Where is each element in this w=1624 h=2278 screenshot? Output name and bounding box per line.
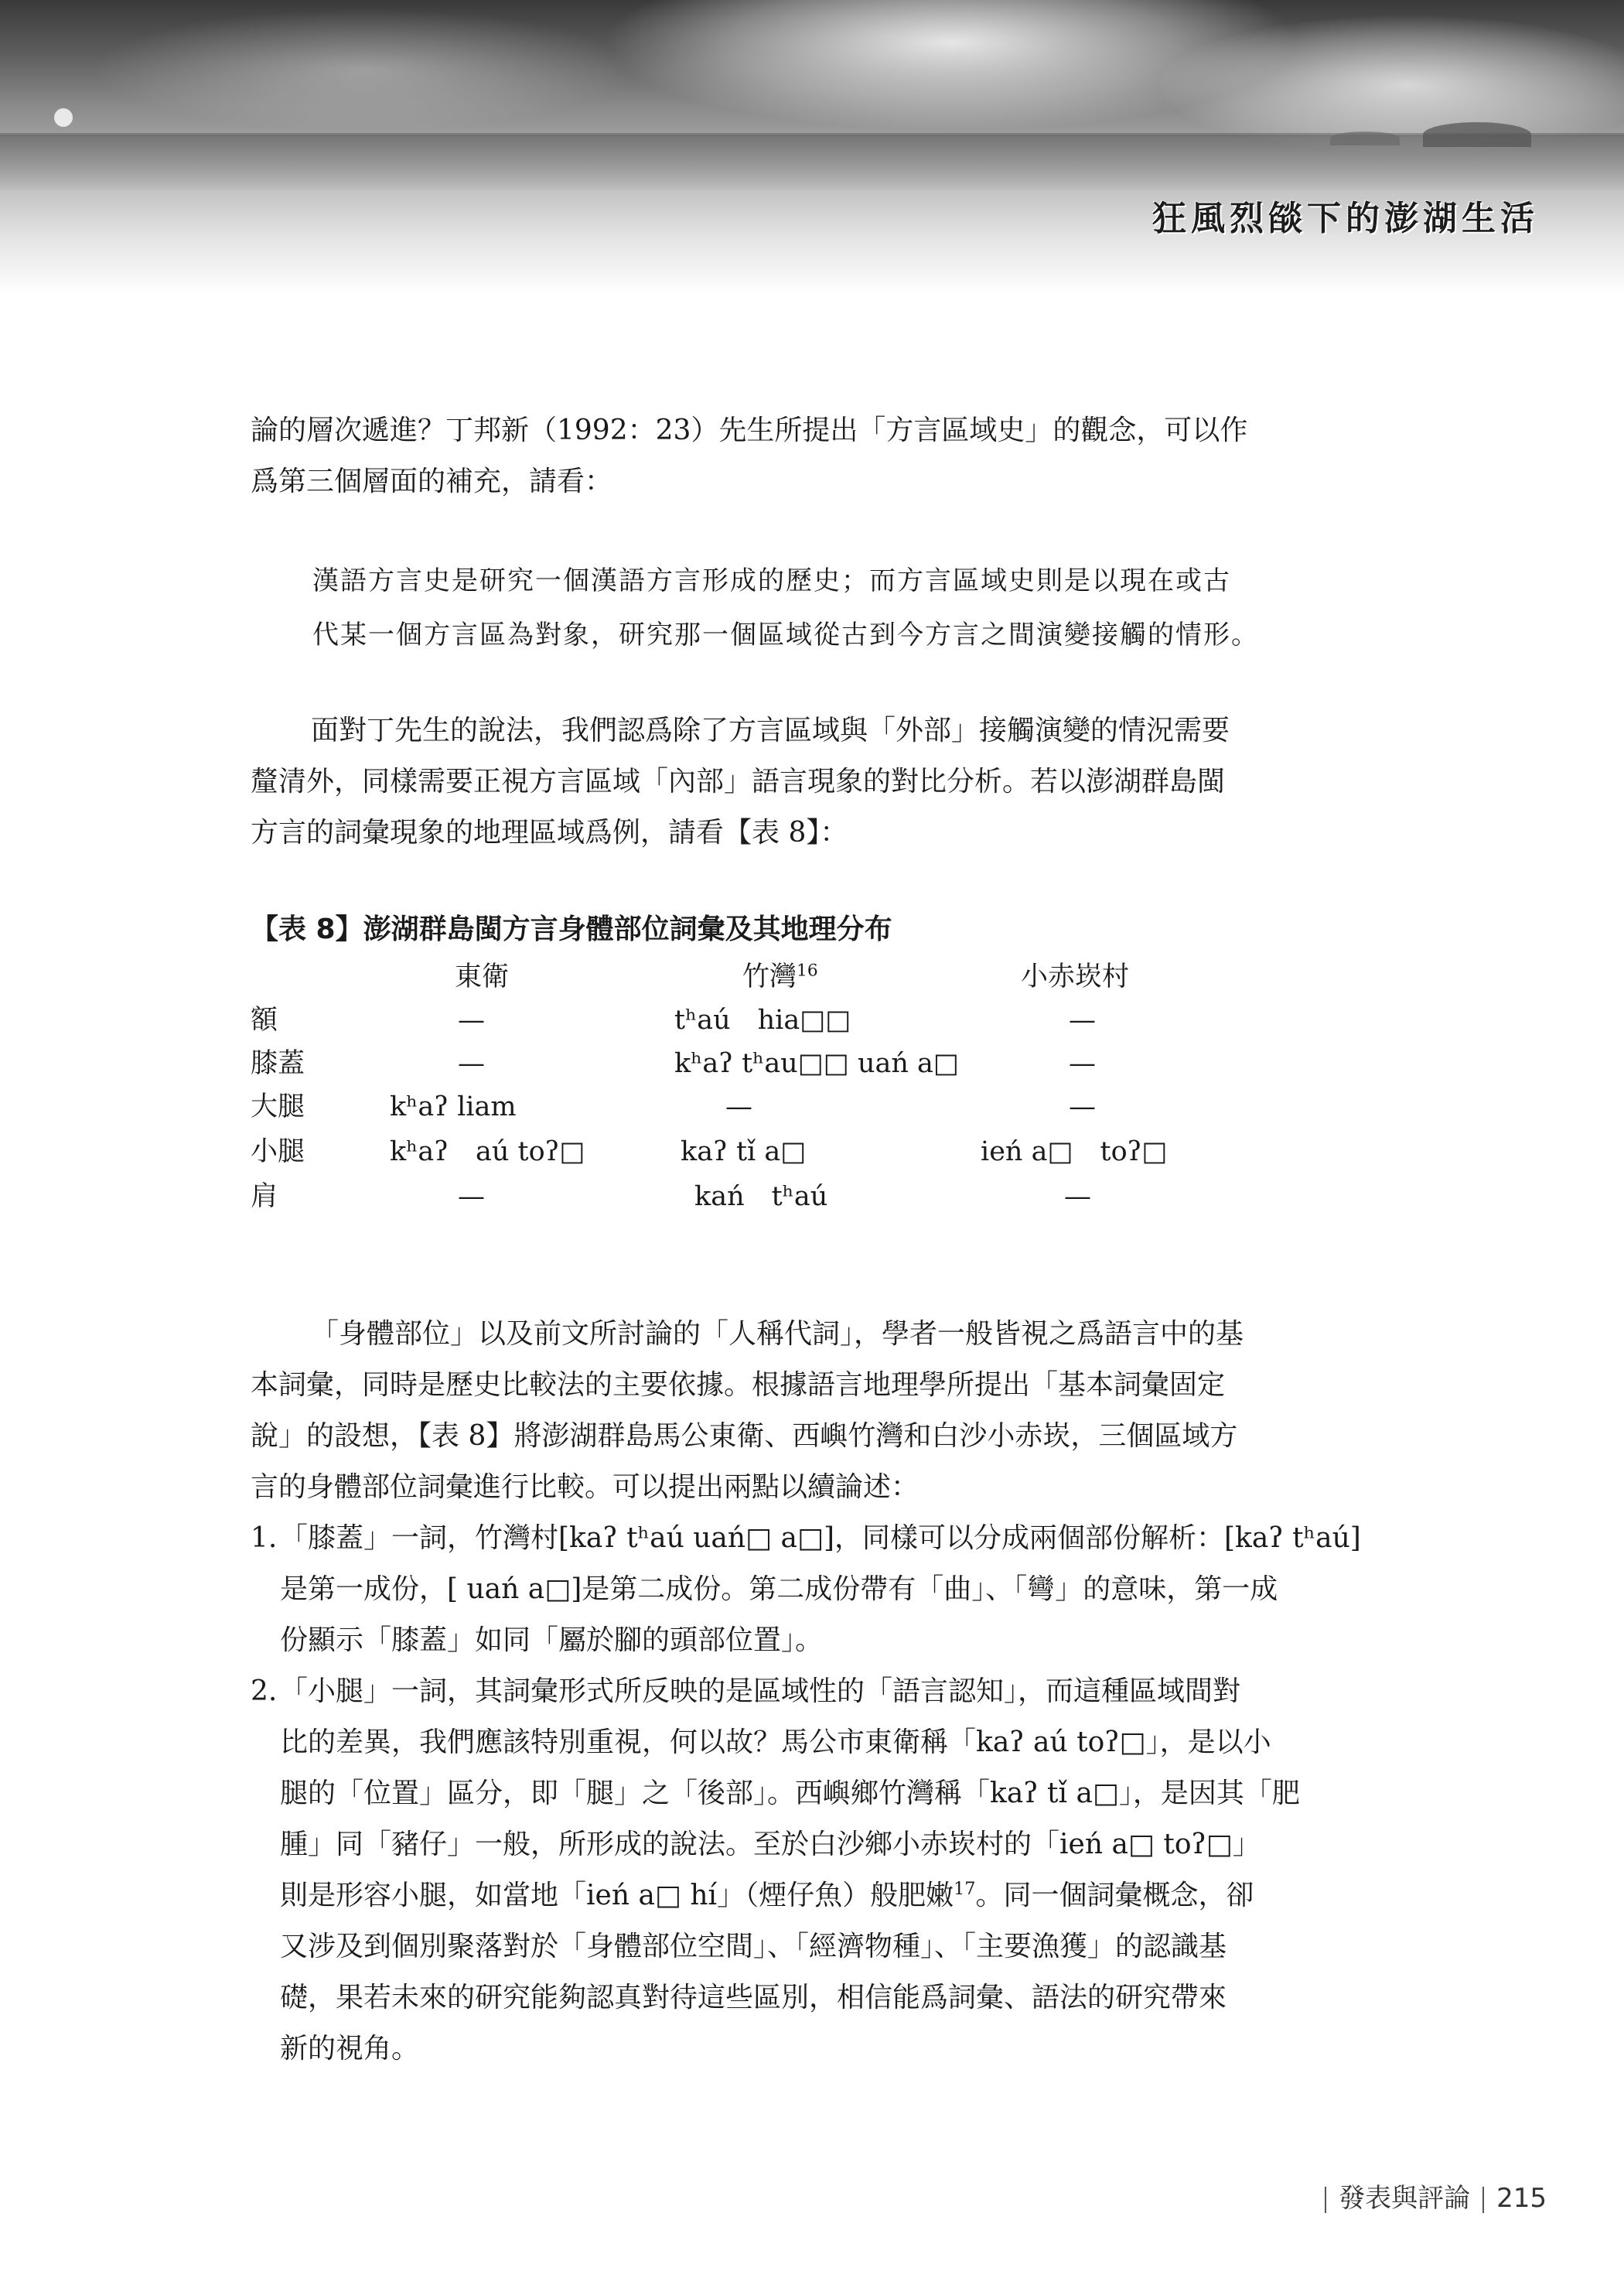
- table-cell: —: [725, 1091, 752, 1122]
- page-number: 215: [1496, 2183, 1547, 2214]
- table-cell: tʰaú hia□□: [674, 1005, 851, 1036]
- table-cell: —: [458, 1005, 485, 1036]
- row-term: 肩: [251, 1181, 278, 1212]
- intro-paragraph: [251, 405, 1377, 507]
- text-line: 釐清外，同樣需要正視方言區域「內部」語言現象的對比分析。若以澎湖群島閩: [251, 766, 1226, 797]
- table-cell: kań tʰaú: [694, 1181, 828, 1212]
- table-cell: —: [1064, 1181, 1091, 1212]
- text-line: 爲第三個層面的補充，請看：: [251, 466, 613, 497]
- running-header-title: 狂風烈燄下的澎湖生活: [1152, 199, 1539, 238]
- page-footer: [1191, 2177, 1547, 2215]
- block-quote: [312, 554, 1377, 662]
- island-shape: [1423, 122, 1531, 147]
- table-cell: —: [458, 1181, 485, 1212]
- table-caption: 【表 8】澎湖群島閩方言身體部位詞彙及其地理分布: [251, 914, 892, 945]
- column-header-zhuwan: 竹灣$^{16}$: [742, 961, 818, 992]
- text-line: 漢語方言史是研究一個漢語方言形成的歷史；而方言區域史則是以現在或古: [312, 565, 1231, 596]
- body-paragraph: [251, 1309, 1377, 1513]
- column-header-xiaochikan: 小赤崁村: [1021, 961, 1130, 992]
- column-header-dongwei: 東衛: [455, 961, 510, 992]
- row-term: 小腿: [251, 1136, 305, 1167]
- list-item: [251, 1513, 1377, 1666]
- text-line: 新的視角。: [280, 2033, 420, 2065]
- table-cell: —: [458, 1048, 485, 1079]
- text-line: 方言的詞彙現象的地理區域爲例，請看【表 8】：: [251, 817, 848, 849]
- divider: [1325, 2187, 1326, 2213]
- list-item: [251, 1666, 1377, 2075]
- text-line: 「小腿」一詞，其詞彙形式所反映的是區域性的「語言認知」，而這種區域間對: [280, 1675, 1241, 1707]
- cloud-shape: [93, 8, 634, 131]
- footnote-ref: 16: [797, 961, 818, 981]
- row-term: 大腿: [251, 1091, 305, 1122]
- table-cell: —: [1069, 1005, 1096, 1036]
- text-line: 面對丁先生的說法，我們認爲除了方言區域與「外部」接觸演變的情況需要: [311, 715, 1230, 746]
- text-line: 腫」同「豬仔」一般，所形成的說法。至於白沙鄉小赤崁村的「ień a□ toʔ□」: [280, 1829, 1261, 1860]
- text-line: 則是形容小腿，如當地「ień a□ hí」（煙仔魚）般肥嫩$^{17}$。同一個詞彙概念，卻: [280, 1879, 1254, 1911]
- text-line: 是第一成份，[ uań a□]是第二成份。第二成份帶有「曲」、「彎」的意味，第一成: [280, 1573, 1278, 1605]
- text-line: 言的身體部位詞彙進行比較。可以提出兩點以續論述：: [251, 1471, 919, 1503]
- table-cell: kʰaʔ aú toʔ□: [390, 1136, 585, 1167]
- text-line: 礎，果若未來的研究能夠認真對待這些區別，相信能爲詞彙、語法的研究帶來: [280, 1982, 1227, 2013]
- text-line: 代某一個方言區為對象，研究那一個區域從古到今方言之間演變接觸的情形。: [312, 620, 1259, 651]
- row-term: 額: [251, 1005, 278, 1036]
- body-paragraph: [251, 705, 1377, 859]
- island-shape: [1330, 131, 1400, 145]
- text-line: 論的層次遞進？丁邦新（1992：23）先生所提出「方言區域史」的觀念，可以作: [251, 415, 1248, 446]
- text-line: 本詞彙，同時是歷史比較法的主要依據。根據語言地理學所提出「基本詞彙固定: [251, 1369, 1226, 1401]
- divider: [1482, 2187, 1484, 2213]
- text-line: 「膝蓋」一詞，竹灣村[kaʔ tʰaú uań□ a□]，同樣可以分成兩個部份解析：[kaʔ tʰaú]: [280, 1522, 1361, 1554]
- footer-section-title: 發表與評論: [1339, 2183, 1471, 2214]
- header-banner-photo: [0, 0, 1624, 294]
- footnote-ref: 17: [954, 1879, 976, 1899]
- text-line: 說」的設想，【表 8】將澎湖群島馬公東衛、西嶼竹灣和白沙小赤崁，三個區域方: [251, 1420, 1238, 1452]
- text-line: 又涉及到個別聚落對於「身體部位空間」、「經濟物種」、「主要漁獲」的認識基: [280, 1931, 1227, 1962]
- table-cell: —: [1069, 1048, 1096, 1079]
- sun-glint: [54, 108, 73, 127]
- text-line: 腿的「位置」區分，即「腿」之「後部」。西嶼鄉竹灣稱「kaʔ tǐ a□」，是因其「肥: [280, 1778, 1300, 1809]
- vocabulary-table: [251, 958, 1225, 1252]
- text-line: 比的差異，我們應該特別重視，何以故？馬公市東衛稱「kaʔ aú toʔ□」，是以小: [280, 1726, 1271, 1758]
- table-cell: kʰaʔ tʰau□□ uań a□: [674, 1048, 959, 1079]
- table-cell: —: [1069, 1091, 1096, 1122]
- table-cell: kaʔ tǐ a□: [681, 1136, 807, 1167]
- list-number: 1.: [251, 1522, 278, 1554]
- table-cell: ień a□ toʔ□: [981, 1136, 1168, 1167]
- text-line: 份顯示「膝蓋」如同「屬於腳的頭部位置」。: [280, 1624, 824, 1656]
- list-number: 2.: [251, 1675, 278, 1707]
- text-line: 「身體部位」以及前文所討論的「人稱代詞」，學者一般皆視之爲語言中的基: [311, 1318, 1244, 1350]
- row-term: 膝蓋: [251, 1048, 305, 1079]
- table-cell: kʰaʔ liam: [390, 1091, 517, 1122]
